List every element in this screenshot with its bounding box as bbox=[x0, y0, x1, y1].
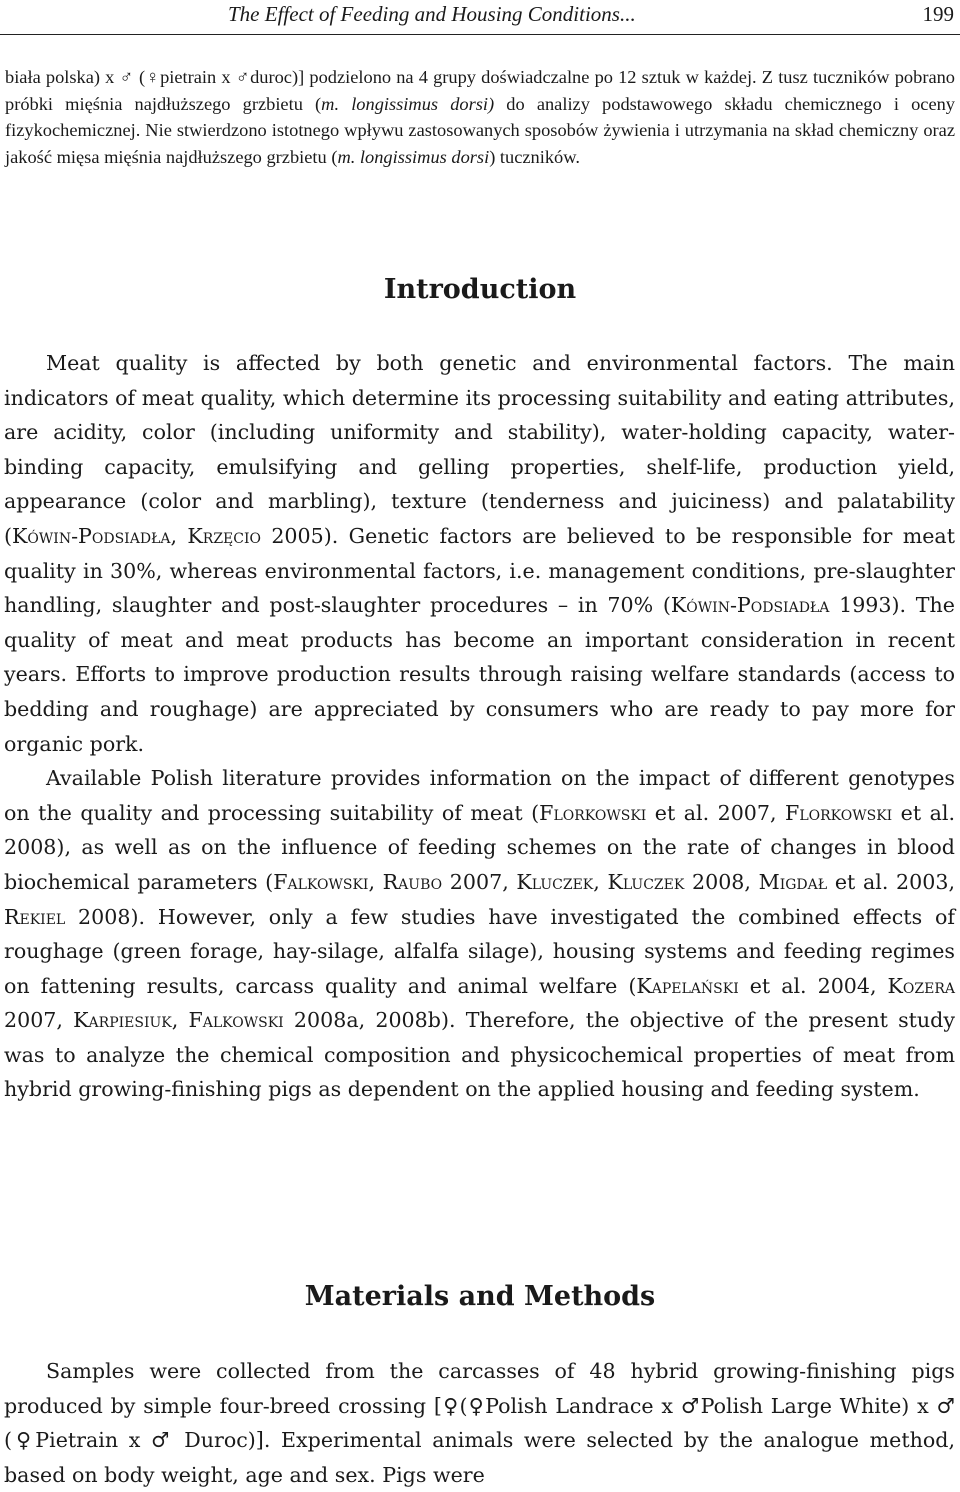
citation-author: Florkowski bbox=[539, 800, 647, 825]
citation-author: Florkowski bbox=[785, 800, 893, 825]
citation-author: Kozera bbox=[887, 973, 956, 998]
citation-author: Kówin-Podsiadła, Krzęcio bbox=[12, 523, 261, 548]
introduction-paragraph-2 bbox=[4, 761, 955, 1107]
body-text: 2008). However, only a few studies have investigated the combined effects of roughage (green forage, hay-silage, alfalfa silage), housing systems and feeding regimes on fattening results, carcass quality and animal welfare ( bbox=[4, 904, 955, 998]
citation-author: Kluczek, Kluczek bbox=[516, 869, 685, 894]
latin-term: m. longissimus dorsi) bbox=[321, 93, 495, 114]
introduction-paragraph-1 bbox=[4, 346, 955, 761]
body-text: et al. 2007, bbox=[646, 800, 786, 825]
page-number: 199 bbox=[922, 2, 954, 26]
running-head bbox=[0, 0, 960, 35]
body-text: et al. 2008), as well as on the influence of feeding schemes on the rate of changes in blood biochemical parameters ( bbox=[4, 800, 956, 894]
body-text: 2007, bbox=[442, 869, 517, 894]
materials-methods-heading: Materials and Methods bbox=[304, 1281, 656, 1312]
body-text: Available Polish literature provides information on the impact of different genotypes on the quality and processing suitability of meat ( bbox=[4, 766, 955, 825]
running-head-title: The Effect of Feeding and Housing Conditions... bbox=[228, 2, 636, 26]
introduction-body bbox=[4, 346, 955, 1107]
introduction-heading: Introduction bbox=[383, 274, 577, 305]
citation-author: Migdał bbox=[758, 869, 828, 894]
abstract-paragraph bbox=[5, 64, 955, 170]
body-text: Meat quality is affected by both genetic and environmental factors. The main indicators of meat quality, which determine its processing suitability and eating attributes, are acidity, color (including uniformity and stability), water-holding capacity, water-binding capacity, emulsifying and gelling properties, shelf-life, production yield, appearance (color and marbling), texture (tenderness and juiciness) and palatability ( bbox=[4, 351, 955, 548]
abstract-text: do analizy podstawowego składu chemicznego i oceny fizykochemicznej. Nie stwierdzono istotnego wpływu zastosowanych sposobów żywienia i utrzymania na skład chemiczny oraz jakość mięsa mięśnia najdłuższego grzbietu ( bbox=[5, 93, 955, 167]
abstract-text: ) tuczników. bbox=[489, 146, 580, 167]
materials-methods-paragraph-1: Samples were collected from the carcasses of 48 hybrid growing-finishing pigs produced by simple four-breed crossing [♀(♀Polish Landrace x ♂Polish Large White) x ♂ (♀Pietrain x ♂ Duroc)]. Experimental animals were selected by the analogue method, based on body weight, age and sex. Pigs were bbox=[4, 1359, 955, 1487]
body-text: et al. 2003, bbox=[827, 869, 955, 894]
polish-abstract bbox=[5, 64, 955, 170]
materials-methods-body bbox=[4, 1354, 955, 1492]
body-text: 2005). Genetic factors are believed to be responsible for meat quality in 30%, whereas environmental factors, i.e. management conditions, pre-slaughter handling, slaughter and post-slaughter procedures – in 70% ( bbox=[4, 523, 955, 618]
body-text: et al. 2004, bbox=[738, 973, 888, 998]
body-text: 2007, bbox=[4, 1008, 74, 1033]
body-text: 2008, bbox=[684, 869, 759, 894]
citation-author: Rekiel bbox=[4, 904, 66, 929]
body-text: 1993). The quality of meat and meat products has become an important consideration in recent years. Efforts to improve production results through raising welfare standards (access to bedding and roughage) are appreciated by consumers who are ready to pay more for organic pork. bbox=[4, 593, 955, 756]
body-text: 2008a, 2008b). Therefore, the objective of the present study was to analyze the chemical composition and physicochemical properties of meat from hybrid growing-finishing pigs as dependent on the applied housing and feeding system. bbox=[4, 1008, 955, 1102]
latin-term: m. longissimus dorsi bbox=[337, 146, 490, 167]
citation-author: Kapelański bbox=[636, 973, 739, 998]
abstract-text: biała polska) x ♂ (♀pietrain x ♂duroc)] podzielono na 4 grupy doświadczalne po 12 sztuk w każdej. Z tusz tuczników pobrano próbki mięśnia najdłuższego grzbietu ( bbox=[5, 67, 955, 114]
citation-author: Karpiesiuk, Falkowski bbox=[73, 1008, 284, 1033]
citation-author: Falkowski, Raubo bbox=[273, 869, 443, 894]
citation-author: Kówin-Podsiadła bbox=[670, 593, 830, 618]
